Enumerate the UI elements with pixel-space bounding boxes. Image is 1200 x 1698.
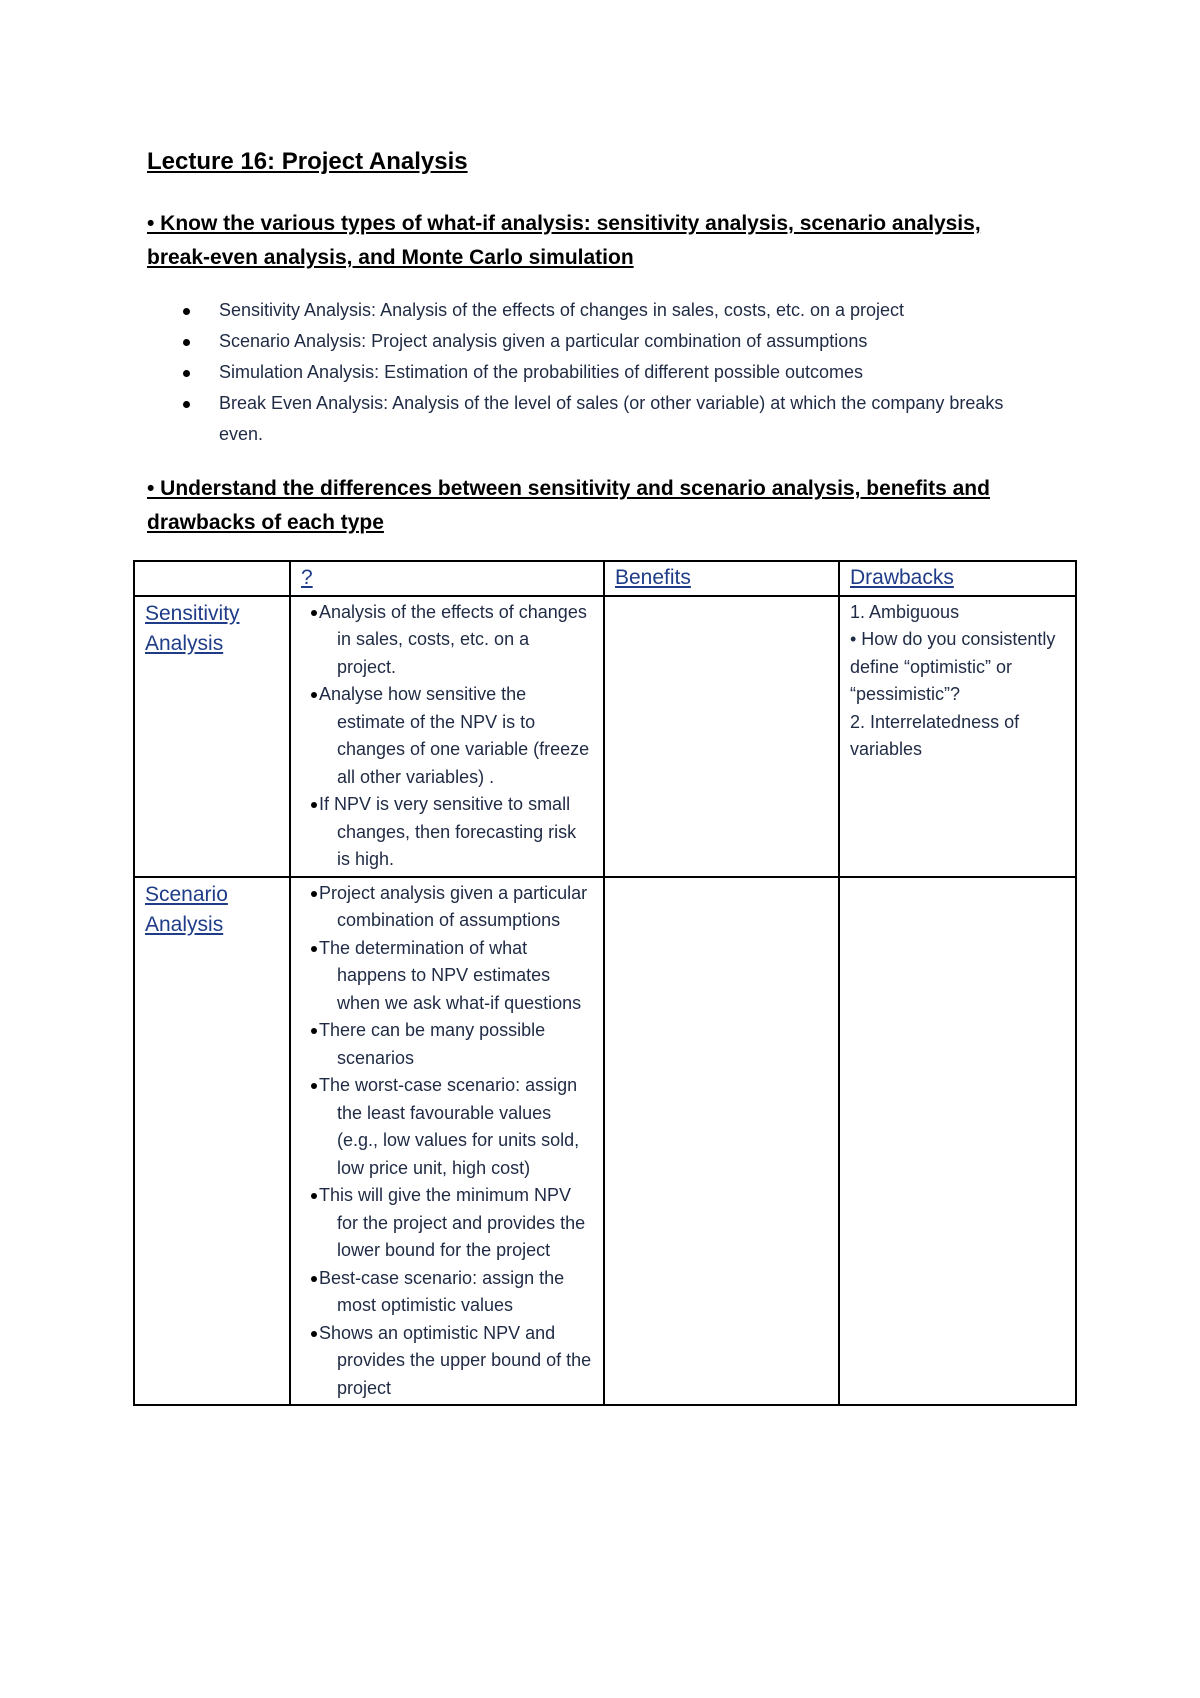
row-label-sensitivity: Sensitivity Analysis bbox=[145, 601, 240, 655]
list-item: If NPV is very sensitive to small changes, then forecasting risk is high. bbox=[301, 791, 593, 874]
bullet-icon bbox=[311, 1083, 317, 1089]
bullet-icon bbox=[311, 1331, 317, 1337]
objective-heading-1: • Know the various types of what-if analysis: sensitivity analysis, scenario analysis, break-even analysis, and Monte Carlo simulation bbox=[147, 212, 981, 269]
list-item: Sensitivity Analysis: Analysis of the effects of changes in sales, costs, etc. on a project bbox=[147, 295, 1047, 326]
header-cell-benefits: Benefits bbox=[604, 561, 839, 596]
benefits-cell bbox=[604, 596, 839, 877]
definitions-list bbox=[147, 295, 1047, 450]
list-item: This will give the minimum NPV for the project and provides the lower bound for the project bbox=[301, 1182, 593, 1265]
bullet-icon bbox=[311, 610, 317, 616]
header-cell-drawbacks: Drawbacks bbox=[839, 561, 1076, 596]
list-item: Scenario Analysis: Project analysis given a particular combination of assumptions bbox=[147, 326, 1047, 357]
row-label-cell bbox=[134, 877, 290, 1406]
table-header-row bbox=[134, 561, 1076, 596]
sensitivity-points bbox=[301, 599, 593, 874]
list-item: Simulation Analysis: Estimation of the probabilities of different possible outcomes bbox=[147, 357, 1047, 388]
drawbacks-cell bbox=[839, 877, 1076, 1406]
bullet-icon bbox=[183, 308, 190, 315]
bullet-icon bbox=[183, 401, 190, 408]
drawbacks-cell bbox=[839, 596, 1076, 877]
list-item: The determination of what happens to NPV estimates when we ask what-if questions bbox=[301, 935, 593, 1018]
bullet-icon bbox=[311, 1193, 317, 1199]
list-item: Analyse how sensitive the estimate of the NPV is to changes of one variable (freeze all other variables) . bbox=[301, 681, 593, 791]
drawback-line: • How do you consistently define “optimistic” or “pessimistic”? bbox=[850, 629, 1056, 704]
list-item: Project analysis given a particular combination of assumptions bbox=[301, 880, 593, 935]
list-item: Best-case scenario: assign the most optimistic values bbox=[301, 1265, 593, 1320]
bullet-icon bbox=[183, 370, 190, 377]
description-cell bbox=[290, 877, 604, 1406]
row-label-cell bbox=[134, 596, 290, 877]
objective-heading-2: • Understand the differences between sensitivity and scenario analysis, benefits and drawbacks of each type bbox=[147, 477, 990, 534]
bullet-icon bbox=[183, 339, 190, 346]
page-title: Lecture 16: Project Analysis bbox=[147, 148, 468, 175]
bullet-icon bbox=[311, 802, 317, 808]
bullet-icon bbox=[311, 1276, 317, 1282]
table-row-sensitivity bbox=[134, 596, 1076, 877]
bullet-icon bbox=[311, 1028, 317, 1034]
header-cell-empty bbox=[134, 561, 290, 596]
list-item: Break Even Analysis: Analysis of the level of sales (or other variable) at which the company breaks even. bbox=[147, 388, 1047, 450]
list-item: There can be many possible scenarios bbox=[301, 1017, 593, 1072]
bullet-icon bbox=[311, 891, 317, 897]
drawback-line: 2. Interrelatedness of variables bbox=[850, 711, 1020, 759]
row-label-scenario: Scenario Analysis bbox=[145, 882, 228, 936]
scenario-points bbox=[301, 880, 593, 1403]
comparison-table bbox=[133, 560, 1077, 1406]
bullet-icon bbox=[311, 692, 317, 698]
list-item: Shows an optimistic NPV and provides the upper bound of the project bbox=[301, 1320, 593, 1403]
description-cell bbox=[290, 596, 604, 877]
header-cell-question: ? bbox=[290, 561, 604, 596]
list-item: The worst-case scenario: assign the least favourable values (e.g., low values for units sold, low price unit, high cost) bbox=[301, 1072, 593, 1182]
table-row-scenario bbox=[134, 877, 1076, 1406]
bullet-icon bbox=[311, 946, 317, 952]
benefits-cell bbox=[604, 877, 839, 1406]
drawback-line: 1. Ambiguous bbox=[850, 601, 960, 622]
list-item: Analysis of the effects of changes in sales, costs, etc. on a project. bbox=[301, 599, 593, 682]
